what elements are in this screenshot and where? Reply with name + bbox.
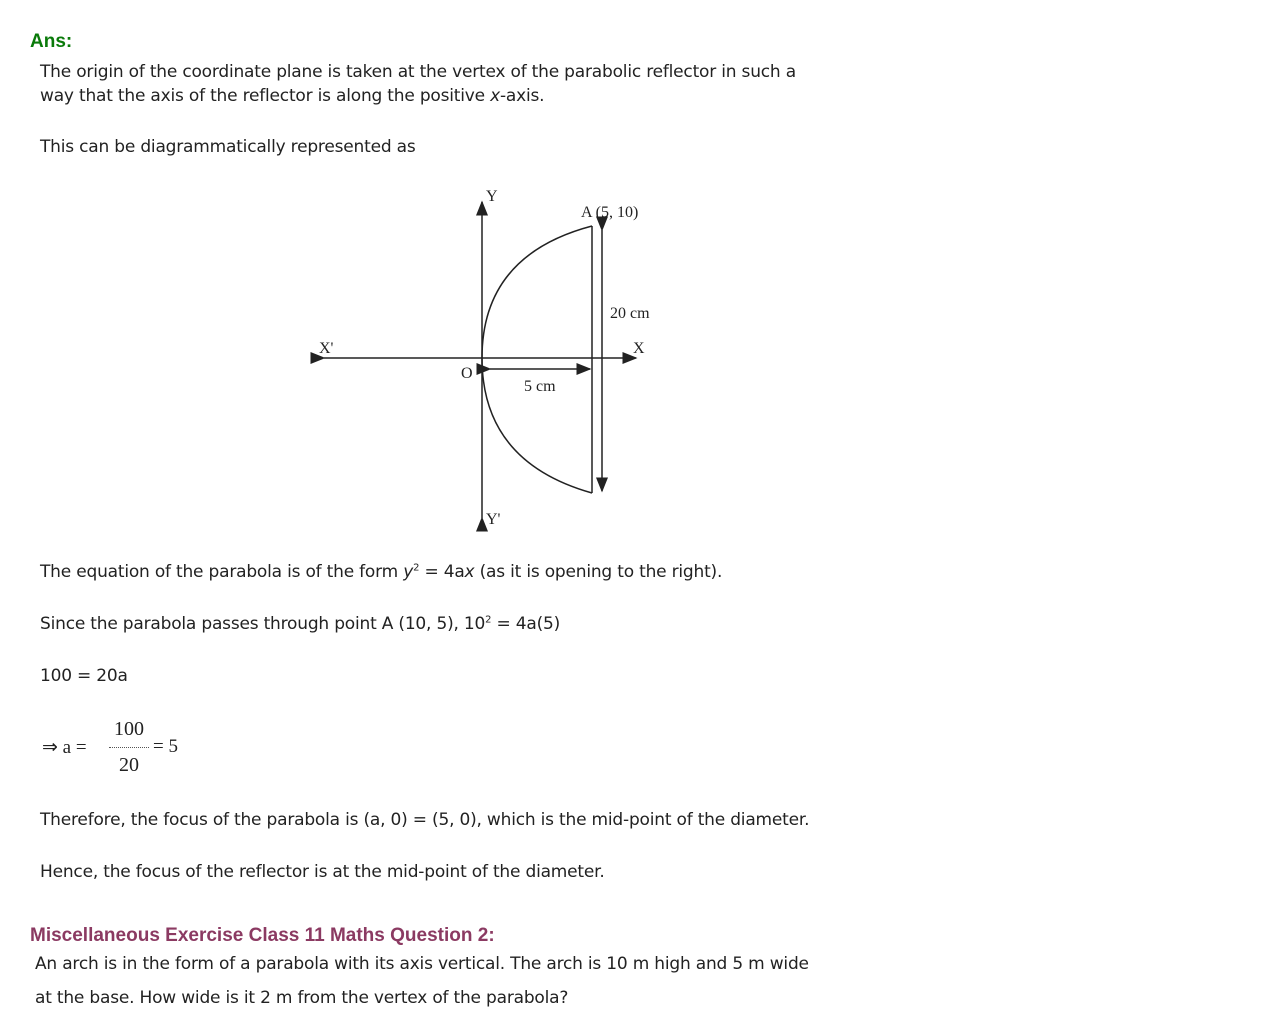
fraction-denominator: 20	[119, 754, 139, 776]
variable: y	[403, 562, 414, 582]
fraction-rhs: = 5	[153, 736, 178, 757]
width-label: 5 cm	[524, 378, 556, 395]
superscript: 2	[413, 562, 420, 574]
y-prime-label: Y'	[486, 511, 501, 528]
question-line: at the base. How wide is it 2 m from the vertex of the parabola?	[35, 988, 569, 1008]
x-label: X	[633, 340, 645, 357]
text: -axis.	[499, 86, 545, 106]
variable: x	[490, 86, 500, 106]
y-label: Y	[486, 188, 498, 205]
text: = 4a	[419, 562, 465, 582]
answer-label: Ans:	[30, 31, 73, 52]
question-title: Miscellaneous Exercise Class 11 Maths Question 2:	[30, 925, 495, 946]
text: way that the axis of the reflector is along the positive	[40, 86, 491, 106]
paragraph: 100 = 20a	[40, 666, 128, 686]
fraction-bar	[109, 747, 149, 748]
height-label: 20 cm	[610, 305, 650, 322]
paragraph: This can be diagrammatically represented as	[40, 137, 416, 157]
paragraph-line: The origin of the coordinate plane is taken at the vertex of the parabolic reflector in such a	[40, 62, 796, 82]
paragraph	[40, 614, 560, 634]
text: Since the parabola passes through point A (10, 5), 10	[40, 614, 486, 634]
text: (as it is opening to the right).	[474, 562, 723, 582]
variable: x	[464, 562, 475, 582]
text: The equation of the parabola is of the form	[40, 562, 404, 582]
superscript: 2	[485, 614, 492, 626]
parabola-curve	[482, 226, 592, 493]
fraction-numerator: 100	[114, 718, 144, 740]
paragraph: Hence, the focus of the reflector is at the mid-point of the diameter.	[40, 862, 605, 882]
question-line: An arch is in the form of a parabola with its axis vertical. The arch is 10 m high and 5 m wide	[35, 954, 809, 974]
x-prime-label: X'	[319, 340, 334, 357]
point-a-label: A (5, 10)	[581, 204, 639, 221]
origin-label: O	[461, 365, 473, 382]
fraction-lhs: ⇒ a =	[42, 737, 87, 758]
paragraph	[40, 562, 722, 582]
text: = 4a(5)	[491, 614, 561, 634]
paragraph: Therefore, the focus of the parabola is (a, 0) = (5, 0), which is the mid-point of the diameter.	[40, 810, 810, 830]
